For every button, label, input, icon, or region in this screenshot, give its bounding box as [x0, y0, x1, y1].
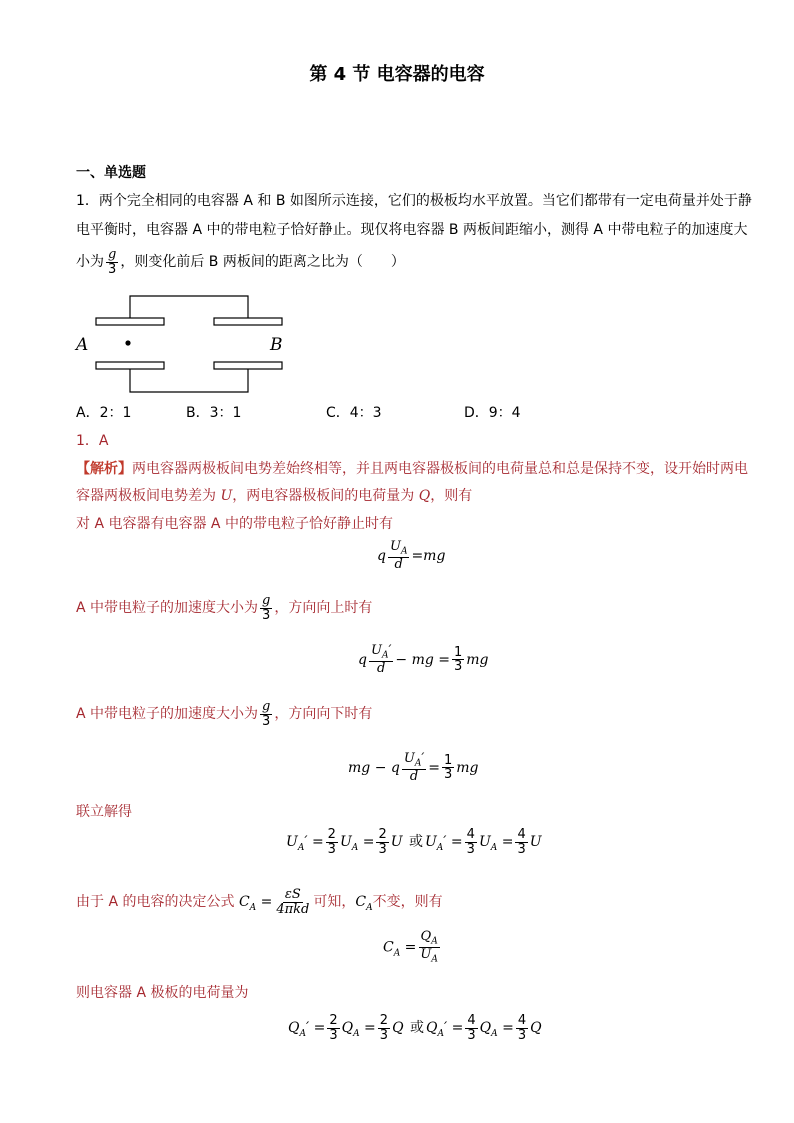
question-line-1: 1．两个完全相同的电容器 A 和 B 如图所示连接，它们的极板均水平放置。当它们都带有一定电荷量并处于静: [76, 193, 752, 209]
capacitor-a-top-plate: [96, 318, 164, 325]
section-heading: 一、单选题: [76, 165, 146, 181]
analysis-line-3: 对 A 电容器有电容器 A 中的带电粒子恰好静止时有: [76, 516, 393, 532]
analysis-line-5: A 中带电粒子的加速度大小为 $\frac{g}{3}$ ，方向向下时有: [76, 699, 373, 729]
option-d: D．9：4: [464, 405, 521, 421]
question-line-2: 电平衡时，电容器 A 中的带电粒子恰好静止。现仅将电容器 B 两板间距缩小，测得 A 中带电粒子的加速度大: [76, 222, 748, 238]
label-b: B: [270, 335, 283, 355]
charged-particle-dot: [125, 340, 130, 345]
analysis-line-4: A 中带电粒子的加速度大小为 $\frac{g}{3}$ ，方向向上时有: [76, 593, 373, 623]
analysis-line-2: 容器两极板间电势差为 U，两电容器极板间的电荷量为 Q，则有: [76, 488, 473, 504]
question-line-3-pre: 小为: [76, 254, 104, 271]
label-a: A: [76, 335, 89, 355]
question-line-3: [76, 248, 405, 276]
capacitor-a-bottom-plate: [96, 362, 164, 369]
analysis-line-8: 则电容器 A 极板的电荷量为: [76, 985, 249, 1001]
equation-5: $C_A$ = $\frac{Q_A}{U_A}$: [383, 929, 438, 965]
option-c: C．4：3: [326, 405, 382, 421]
capacitor-circuit-diagram: [74, 288, 304, 396]
equation-6: $Q_A'$ = $\frac{2}{3}$ $Q_A$ = $\frac{2}{3}$ Q 或 $Q_A'$ = $\frac{4}{3}$ $Q_A$ = $\frac{4}{3}$ Q: [288, 1013, 542, 1043]
analysis-tag: 【解析】: [76, 461, 132, 477]
equation-4: $U_A'$ = $\frac{2}{3}$ $U_A$ = $\frac{2}{3}$ U 或 $U_A'$ = $\frac{4}{3}$ $U_A$ = $\frac{4}{3}$ U: [286, 827, 542, 857]
option-a: A．2：1: [76, 405, 132, 421]
equation-2: q $\frac{U_A'}{d}$ − mg = $\frac{1}{3}$ mg: [358, 643, 489, 677]
analysis-line-1: 【解析】两电容器两极板间电势差始终相等，并且两电容器极板间的电荷量总和总是保持不变，设开始时两电: [76, 461, 748, 477]
capacitor-b-bottom-plate: [214, 362, 282, 369]
bottom-wire: [130, 369, 248, 392]
equation-3: mg − q $\frac{U_A'}{d}$ = $\frac{1}{3}$ mg: [348, 751, 479, 785]
analysis-line-7: 由于 A 的电容的决定公式 $C_A$ = $\frac{\varepsilon S}{\text{4πkd}}$ 可知，$C_A$不变，则有: [76, 887, 443, 917]
fraction-g-over-3: $\frac{g}{3}$: [108, 247, 117, 277]
equation-1: q $\frac{U_A}{d}$ =mg: [377, 539, 446, 573]
page-title: 第 4 节 电容器的电容: [309, 64, 485, 85]
question-line-3-post: ，则变化前后 B 两板间的距离之比为（ ）: [120, 254, 405, 271]
top-wire: [130, 296, 248, 318]
answer-number: 1．A: [76, 433, 109, 449]
option-b: B．3：1: [186, 405, 242, 421]
capacitor-b-top-plate: [214, 318, 282, 325]
analysis-line-6: 联立解得: [76, 804, 132, 820]
